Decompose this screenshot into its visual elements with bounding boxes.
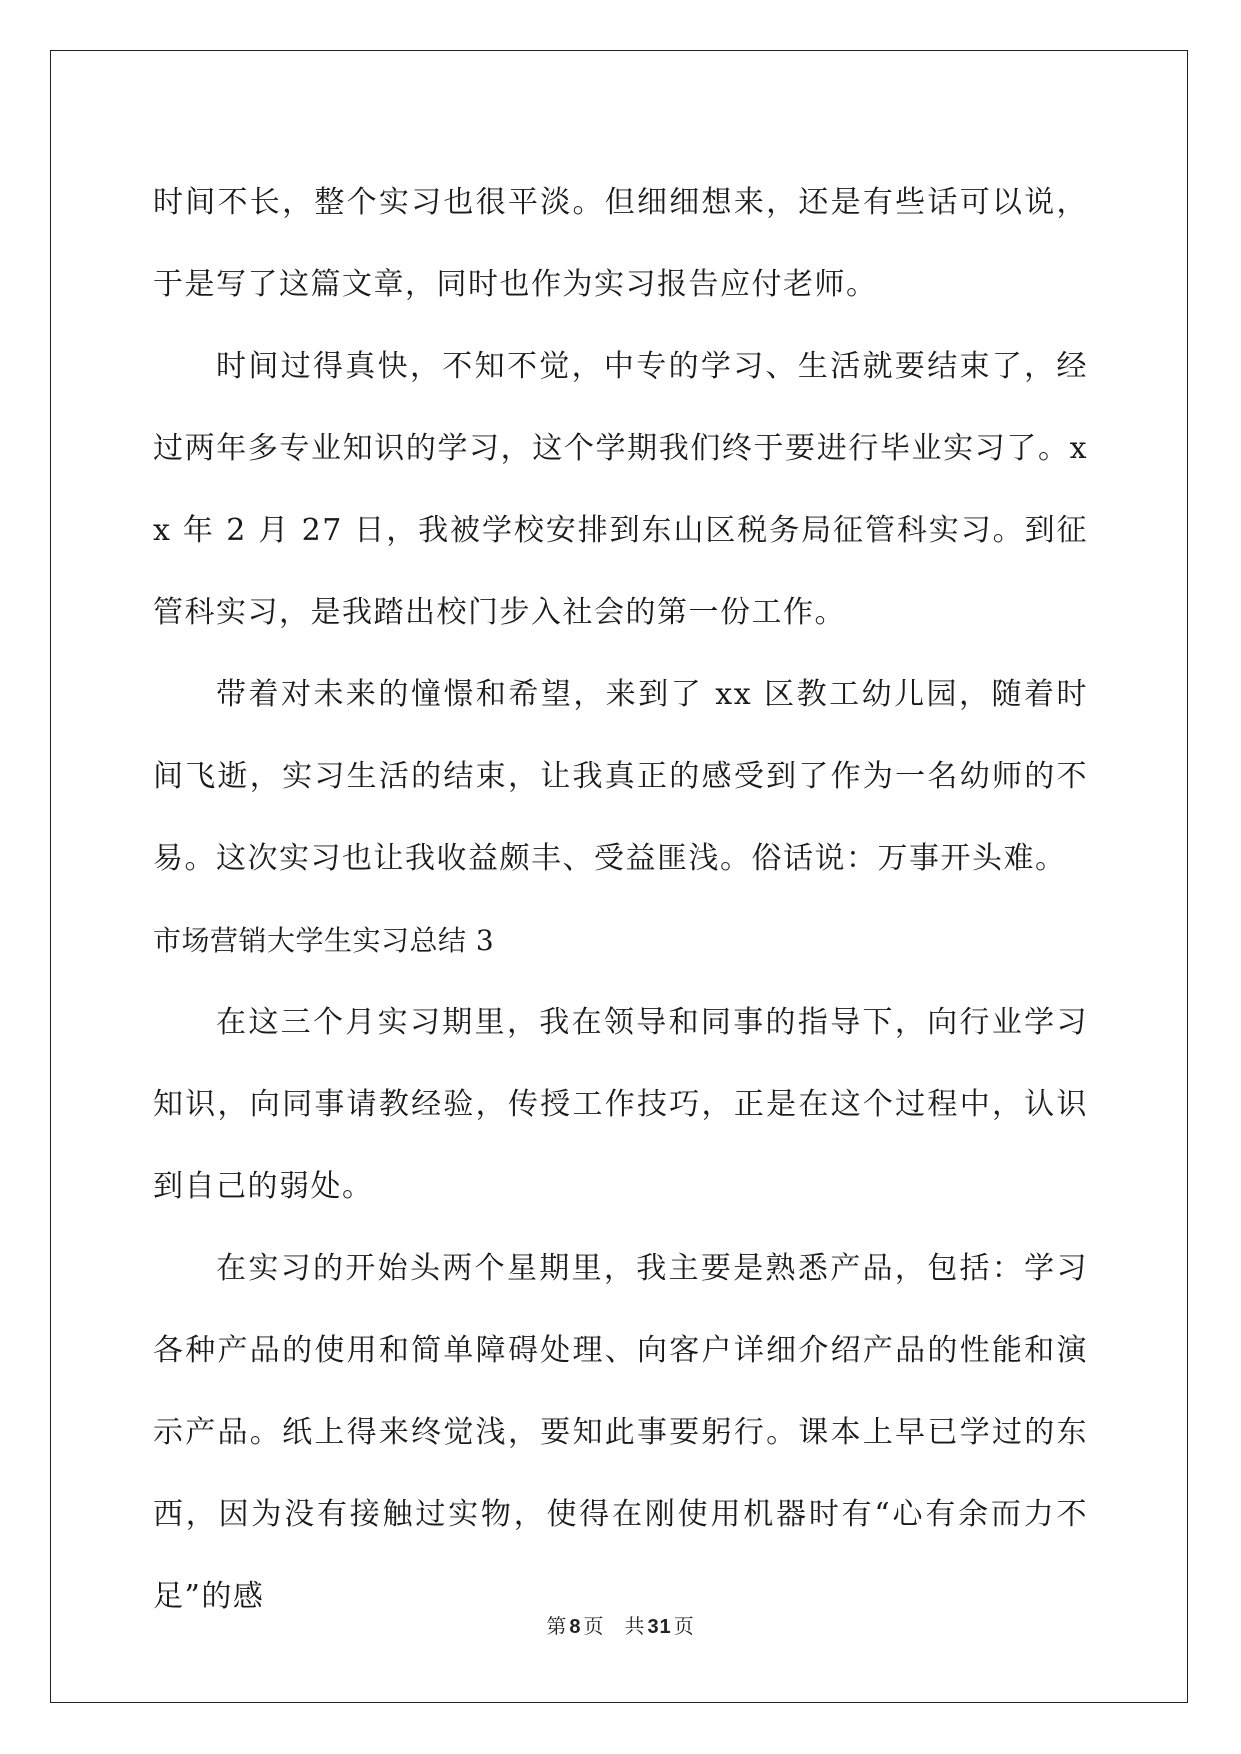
- footer-total-pages: 31: [647, 1616, 672, 1638]
- paragraph: 在这三个月实习期里，我在领导和同事的指导下，向行业学习知识，向同事请教经验，传授工作技巧，正是在这个过程中，认识到自己的弱处。: [153, 1005, 1088, 1204]
- footer-total-suffix: 页: [673, 1614, 695, 1638]
- paragraph-continuation: 时间不长，整个实习也很平淡。但细细想来，还是有些话可以说，于是写了这篇文章，同时也作为实习报告应付老师。: [153, 185, 1088, 302]
- section-heading: 市场营销大学生实习总结 3: [153, 924, 495, 957]
- footer-total-prefix: 共: [624, 1614, 646, 1638]
- page-footer: [0, 1610, 1241, 1639]
- footer-page-suffix: 页: [583, 1614, 605, 1638]
- paragraph: 时间过得真快，不知不觉，中专的学习、生活就要结束了，经过两年多专业知识的学习，这个学期我们终于要进行毕业实习了。xx 年 2 月 27 日，我被学校安排到东山区税务局征管科实习。到征管科实习，是我踏出校门步入社会的第一份工作。: [153, 349, 1088, 630]
- footer-page-prefix: 第: [546, 1614, 568, 1638]
- document-body: [153, 162, 1088, 1638]
- paragraph: 在实习的开始头两个星期里，我主要是熟悉产品，包括：学习各种产品的使用和简单障碍处理、向客户详细介绍产品的性能和演示产品。纸上得来终觉浅，要知此事要躬行。课本上早已学过的东西，因为没有接触过实物，使得在刚使用机器时有“心有余而力不足”的感: [153, 1251, 1088, 1614]
- footer-current-page: 8: [569, 1616, 582, 1638]
- paragraph: 带着对未来的憧憬和希望，来到了 xx 区教工幼儿园，随着时间飞逝，实习生活的结束，让我真正的感受到了作为一名幼师的不易。这次实习也让我收益颇丰、受益匪浅。俗话说：万事开头难。: [153, 677, 1088, 876]
